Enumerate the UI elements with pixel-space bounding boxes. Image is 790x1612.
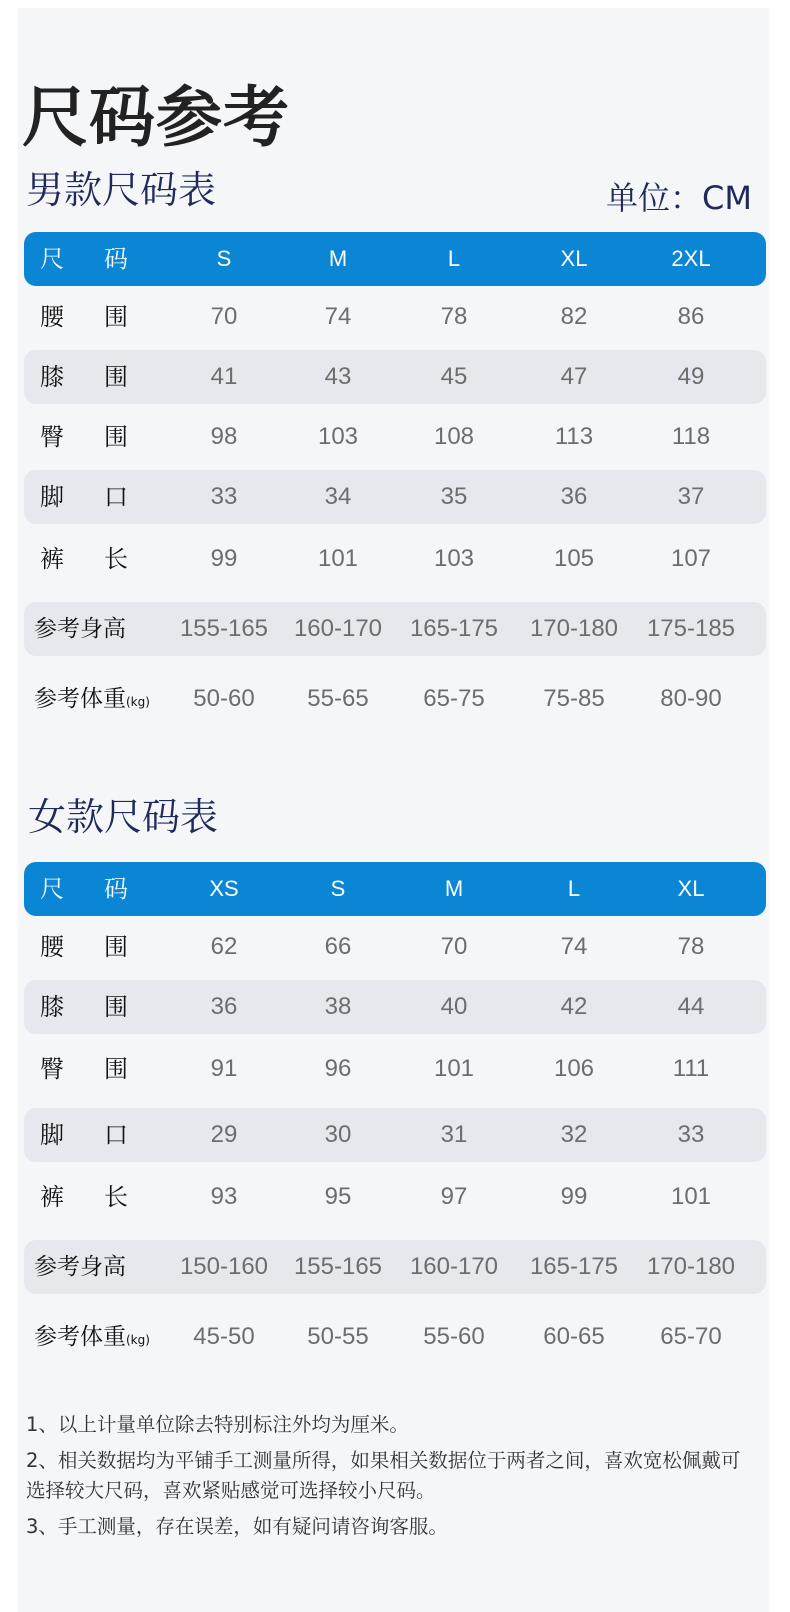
women-row-length [24,1170,766,1224]
table-cell: 170-180 [529,615,619,642]
table-cell: 36 [560,483,588,510]
row-label: 参考身高 [34,616,126,642]
table-cell: 50-60 [193,685,255,712]
size-header: L [567,876,581,901]
women-row-hem [24,1108,766,1162]
row-label-1: 脚 [40,483,64,511]
row-label-1: 腰 [40,933,64,961]
women-section-title: 女款尺码表 [28,795,219,839]
size-header: S [216,246,232,271]
header-label-2: 码 [104,875,128,903]
row-label-1: 裤 [40,1183,64,1211]
men-row-length [24,532,766,586]
table-cell: 78 [677,933,705,960]
table-cell: 101 [670,1183,712,1210]
row-label-1: 膝 [40,993,64,1021]
table-cell: 45 [440,363,468,390]
table-cell: 111 [672,1055,710,1082]
row-label-wrap [34,1310,150,1364]
size-header: M [328,246,348,271]
table-cell: 95 [324,1183,352,1210]
table-cell: 45-50 [193,1323,255,1350]
row-label-1: 臀 [40,423,64,451]
size-header: L [447,246,461,271]
table-cell: 93 [210,1183,238,1210]
table-cell: 101 [433,1055,475,1082]
table-cell: 35 [440,483,468,510]
row-label-2: 围 [104,303,128,331]
row-label-1: 膝 [40,363,64,391]
table-cell: 99 [210,545,238,572]
table-cell: 80-90 [660,685,722,712]
table-cell: 160-170 [293,615,383,642]
table-cell: 175-185 [646,615,736,642]
table-cell: 98 [210,423,238,450]
table-cell: 75-85 [543,685,605,712]
table-cell: 44 [677,993,705,1020]
size-header: M [444,876,464,901]
row-label-2: 围 [104,363,128,391]
row-label: 参考体重 [34,1324,126,1350]
row-label-2: 围 [104,423,128,451]
table-cell: 55-60 [423,1323,485,1350]
header-label-2: 码 [104,245,128,273]
row-label-2: 口 [104,483,128,511]
row-label-2: 长 [104,1183,128,1211]
men-section-title: 男款尺码表 [26,168,217,212]
table-cell: 41 [210,363,238,390]
table-cell: 43 [324,363,352,390]
header-label-1: 尺 [40,875,64,903]
table-cell: 165-175 [529,1253,619,1280]
men-header-row [24,232,766,286]
weight-unit: (kg) [126,695,150,709]
table-cell: 32 [560,1121,588,1148]
table-cell: 99 [560,1183,588,1210]
weight-unit: (kg) [126,1333,150,1347]
size-header: XL [560,246,588,271]
table-cell: 103 [433,545,475,572]
table-cell: 33 [210,483,238,510]
table-cell: 60-65 [543,1323,605,1350]
note-item: 1、以上计量单位除去特别标注外均为厘米。 [26,1413,409,1436]
table-cell: 74 [560,933,588,960]
men-row-weight [24,672,766,726]
table-cell: 170-180 [646,1253,736,1280]
page-title: 尺码参考 [22,79,290,156]
women-row-waist [24,920,766,974]
row-label: 参考体重 [34,686,126,712]
table-cell: 33 [677,1121,705,1148]
table-cell: 65-70 [660,1323,722,1350]
table-cell: 29 [210,1121,238,1148]
table-cell: 101 [317,545,359,572]
table-cell: 66 [324,933,352,960]
row-label-2: 围 [104,1055,128,1083]
table-cell: 36 [210,993,238,1020]
table-cell: 106 [553,1055,595,1082]
table-cell: 49 [677,363,705,390]
table-cell: 160-170 [409,1253,499,1280]
table-cell: 155-165 [293,1253,383,1280]
table-cell: 55-65 [307,685,369,712]
table-cell: 74 [324,303,352,330]
men-row-height [24,602,766,656]
table-cell: 65-75 [423,685,485,712]
table-cell: 40 [440,993,468,1020]
women-row-hip [24,1042,766,1096]
table-cell: 47 [560,363,588,390]
table-cell: 31 [440,1121,468,1148]
row-label-1: 腰 [40,303,64,331]
note-item: 3、手工测量，存在误差，如有疑问请咨询客服。 [26,1515,448,1538]
table-cell: 96 [324,1055,352,1082]
table-cell: 108 [433,423,475,450]
women-header-row [24,862,766,916]
table-cell: 70 [210,303,238,330]
table-cell: 38 [324,993,352,1020]
table-cell: 78 [440,303,468,330]
row-label: 参考身高 [34,1254,126,1280]
women-row-height [24,1240,766,1294]
table-cell: 103 [317,423,359,450]
table-cell: 86 [677,303,705,330]
table-cell: 70 [440,933,468,960]
table-cell: 118 [671,423,711,450]
table-cell: 105 [553,545,595,572]
table-cell: 150-160 [179,1253,269,1280]
men-row-hip [24,410,766,464]
table-cell: 113 [554,423,594,450]
size-header: 2XL [671,246,711,271]
table-cell: 155-165 [179,615,269,642]
note-item: 2、相关数据均为平铺手工测量所得，如果相关数据位于两者之间，喜欢宽松佩戴可选择较大尺码，喜欢紧贴感觉可选择较小尺码。 [26,1449,741,1502]
table-cell: 34 [324,483,352,510]
women-row-knee [24,980,766,1034]
row-label-2: 长 [104,545,128,573]
header-label-1: 尺 [40,245,64,273]
size-header: S [330,876,346,901]
men-row-knee [24,350,766,404]
women-row-weight [24,1310,766,1364]
table-cell: 50-55 [307,1323,369,1350]
table-cell: 97 [440,1183,468,1210]
row-label-1: 臀 [40,1055,64,1083]
size-header: XS [209,876,239,901]
row-label-wrap [34,672,150,726]
row-label-2: 口 [104,1121,128,1149]
unit-label: 单位：CM [606,179,752,217]
table-cell: 107 [670,545,712,572]
men-row-waist [24,290,766,344]
size-header: XL [677,876,705,901]
table-cell: 91 [210,1055,238,1082]
row-label-2: 围 [104,993,128,1021]
table-cell: 37 [677,483,705,510]
table-cell: 30 [324,1121,352,1148]
row-label-1: 脚 [40,1121,64,1149]
notes-section [26,1410,741,1548]
table-cell: 165-175 [409,615,499,642]
row-label-1: 裤 [40,545,64,573]
table-cell: 62 [210,933,238,960]
row-label-2: 围 [104,933,128,961]
men-row-hem [24,470,766,524]
table-cell: 82 [560,303,588,330]
table-cell: 42 [560,993,588,1020]
